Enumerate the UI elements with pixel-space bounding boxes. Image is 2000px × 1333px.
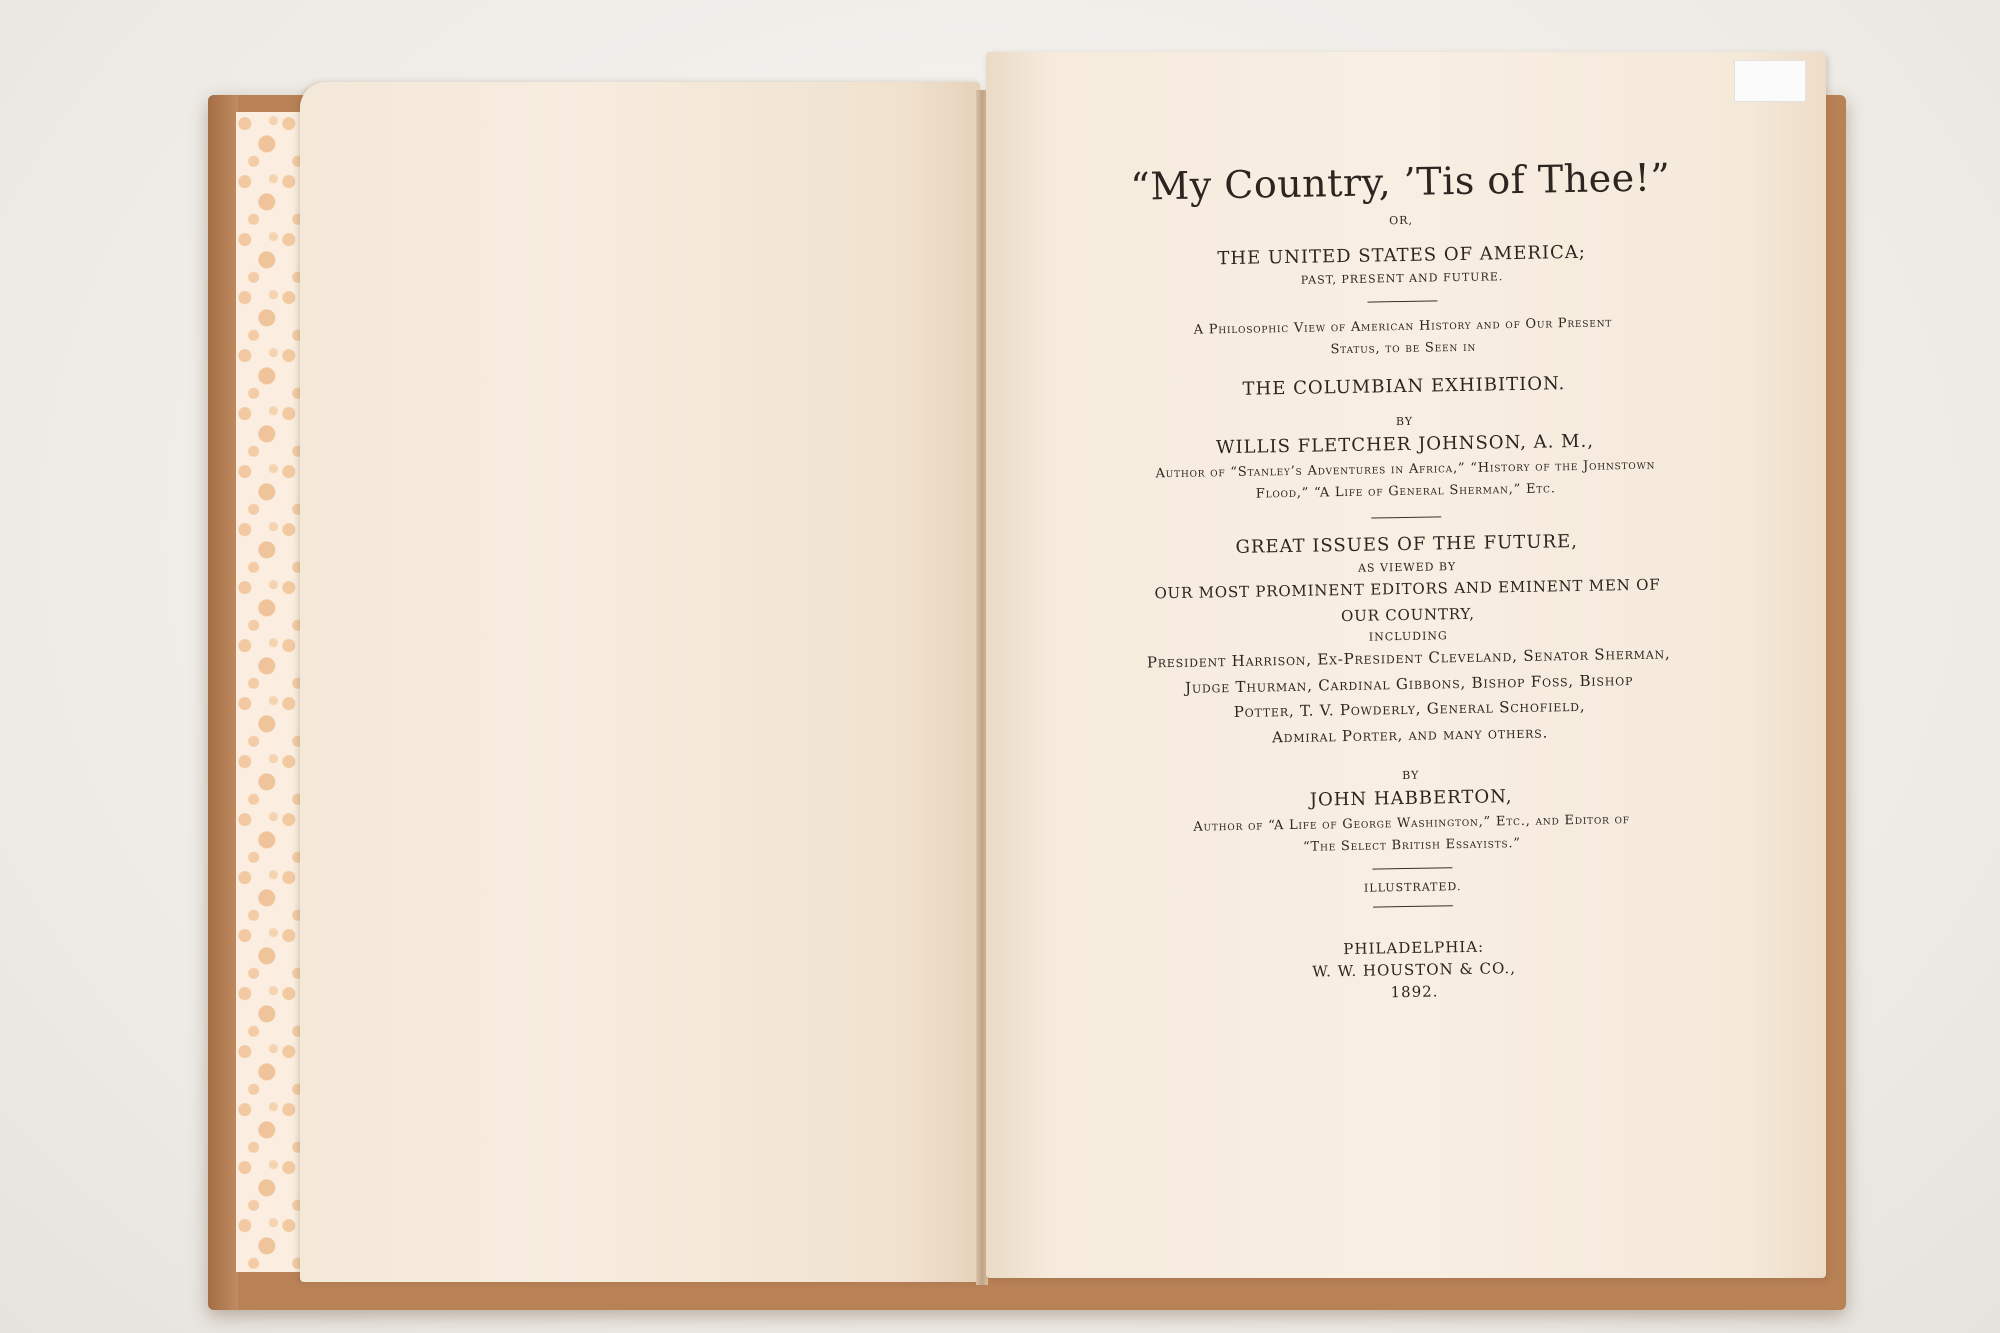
philosophic-line-2: Status, to be Seen in [1330,339,1477,358]
subtitle: THE UNITED STATES OF AMERICA; [1217,241,1587,270]
editors-line-1: OUR MOST PROMINENT EDITORS AND EMINENT MEN OF [1154,575,1661,603]
or-line: OR, [1389,213,1414,228]
names-line-4: Admiral Porter, and many others. [1271,723,1549,747]
exhibition-heading: THE COLUMBIAN EXHIBITION. [1242,372,1566,400]
divider-rule [1367,300,1437,302]
publisher-name: W. W. HOUSTON & CO., [1312,959,1517,981]
author-2-works-line-1: Author of “A Life of George Washington,” Etc., and Editor of [1193,812,1630,836]
by-line-2: BY [1402,769,1420,783]
by-line-1: BY [1395,414,1414,428]
divider-rule [1373,905,1453,907]
great-issues-heading: GREAT ISSUES OF THE FUTURE, [1235,531,1579,559]
blank-left-page [300,82,980,1282]
divider-rule [1372,867,1452,869]
publisher-city: PHILADELPHIA: [1343,937,1485,959]
publication-year: 1892. [1390,982,1439,1002]
as-viewed-by: AS VIEWED BY [1357,560,1457,576]
subtitle-sub: PAST, PRESENT AND FUTURE. [1300,270,1504,287]
paper-tag [1734,60,1806,102]
main-title: “My Country, ’Tis of Thee!” [1130,155,1671,209]
names-line-2: Judge Thurman, Cardinal Gibbons, Bishop Foss, Bishop [1184,670,1634,697]
including-line: INCLUDING [1368,629,1448,644]
author-2: JOHN HABBERTON, [1309,786,1513,812]
names-line-1: President Harrison, Ex-President Cleveland, Senator Sherman, [1146,644,1671,672]
names-line-3: Potter, T. V. Powderly, General Schofield, [1233,697,1586,722]
philosophic-line-1: A Philosophic View of American History and of Our Present [1193,315,1613,338]
title-page-text [1040,154,1775,1011]
illustrated-label: ILLUSTRATED. [1363,880,1462,895]
author-1: WILLIS FLETCHER JOHNSON, A. M., [1215,430,1595,458]
divider-rule [1371,517,1441,519]
editors-line-2: OUR COUNTRY, [1340,604,1475,625]
cover-edge [208,95,238,1310]
author-1-works-line-2: Flood,” “A Life of General Sherman,” Etc. [1255,480,1556,502]
author-1-works-line-1: Author of “Stanley’s Adventures in Africa,” “History of the Johnstown [1155,457,1656,482]
author-2-works-line-2: “The Select British Essayists.” [1302,836,1521,856]
